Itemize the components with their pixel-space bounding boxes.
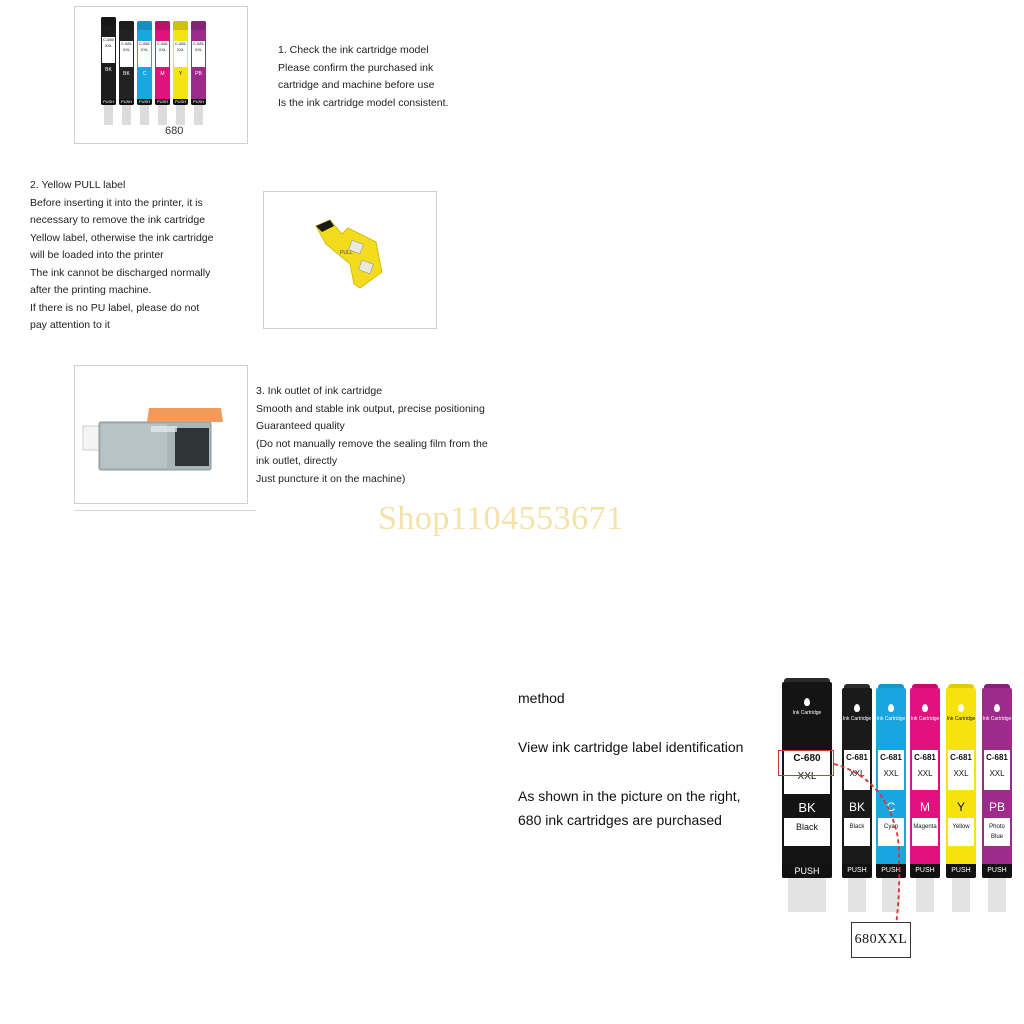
cartridge <box>876 688 906 878</box>
cartridge-tab <box>882 878 900 912</box>
yellow-pull-label-icon <box>264 192 436 328</box>
method-line: As shown in the picture on the right, <box>518 788 741 804</box>
code-label <box>878 750 904 790</box>
cartridge <box>946 688 976 878</box>
pull-label-image <box>263 191 437 329</box>
ink-cartridge-label: Ink Cartridge <box>982 716 1012 722</box>
section2-title: 2. Yellow PULL label <box>30 179 126 191</box>
cartridge-size: XXL <box>989 769 1005 778</box>
thumb-cartridge-abbr: BK <box>123 71 130 77</box>
code-label <box>948 750 974 790</box>
thumb-cartridge-cap <box>137 21 152 30</box>
thumb-cartridge-cap <box>173 21 188 30</box>
thumb-cartridge <box>119 21 134 105</box>
thumb-cartridge-push: PUSH <box>120 99 133 104</box>
cartridge-set-thumbnail <box>74 6 248 144</box>
cartridge-tab <box>848 878 866 912</box>
section3-line: ink outlet, directly <box>256 455 338 467</box>
cartridge <box>982 688 1012 878</box>
thumb-cartridge <box>137 21 152 105</box>
cartridge-name: Cyan <box>878 818 904 846</box>
cartridge-abbr: BK <box>848 800 865 814</box>
thumb-cartridge-label: C-681 XXL <box>174 41 187 67</box>
section2-line: pay attention to it <box>30 319 110 331</box>
section3-line: Guaranteed quality <box>256 420 345 432</box>
thumb-cartridge-push: PUSH <box>192 99 205 104</box>
section2-line: Before inserting it into the printer, it is <box>30 196 203 209</box>
ink-drop-icon <box>804 698 810 706</box>
model-caption-box <box>851 922 911 958</box>
cartridge-name: Yellow <box>948 818 974 846</box>
thumb-cartridge-push: PUSH <box>138 99 151 104</box>
section2-text <box>30 177 213 335</box>
push-label: PUSH <box>946 864 976 878</box>
section2-line: The ink cannot be discharged normally <box>30 266 211 279</box>
cartridge <box>842 688 872 878</box>
thumb-cartridge-tab <box>104 105 113 125</box>
push-label: PUSH <box>782 864 832 878</box>
shop-watermark: Shop1104553671 <box>378 500 624 537</box>
thumb-cartridge-push: PUSH <box>102 99 115 104</box>
section2-line: after the printing machine. <box>30 284 152 296</box>
ink-drop-icon <box>958 704 964 712</box>
section2-line: necessary to remove the ink cartridge <box>30 214 206 226</box>
cartridge-tab <box>916 878 934 912</box>
cartridge-code: C-680 <box>793 753 821 764</box>
cartridge-abbr: BK <box>798 800 816 815</box>
ink-cartridge-label: Ink Cartridge <box>792 710 822 716</box>
cartridge-size: XXL <box>797 771 817 782</box>
cartridge-tab <box>788 878 826 912</box>
cartridge-side-icon <box>75 366 247 503</box>
thumb-cartridge-cap <box>191 21 206 30</box>
thumb-cartridge-label: C-680 XXL <box>102 37 115 63</box>
model-caption: 680XXL <box>854 932 908 947</box>
section3-title: 3. Ink outlet of ink cartridge <box>256 385 383 397</box>
thumb-cartridge-abbr: BK <box>105 67 112 73</box>
ink-drop-icon <box>888 704 894 712</box>
cartridge-size: XXL <box>953 769 969 778</box>
thumb-cartridge-tab <box>140 105 149 125</box>
thumb-cartridge-tab <box>158 105 167 125</box>
ink-drop-icon <box>854 704 860 712</box>
cartridge-tab <box>952 878 970 912</box>
cartridge <box>782 682 832 878</box>
thumb-cartridge-label: C-681 XXL <box>138 41 151 67</box>
section1-line: Please confirm the purchased ink <box>278 61 434 74</box>
thumb-cartridge-label: C-681 XXL <box>120 41 133 67</box>
cartridge-size: XXL <box>849 769 865 778</box>
cartridge-abbr: Y <box>956 800 965 814</box>
section2-line: Yellow label, otherwise the ink cartridge <box>30 231 214 244</box>
cartridge-size: XXL <box>883 769 899 778</box>
cartridge-code: C-681 <box>914 753 936 762</box>
divider <box>74 510 256 511</box>
cartridge-name: Magenta <box>912 818 938 846</box>
ink-drop-icon <box>994 704 1000 712</box>
section1-text <box>278 42 448 112</box>
section2-line: If there is no PU label, please do not <box>30 301 200 314</box>
thumb-cartridge-cap <box>155 21 170 30</box>
code-label <box>984 750 1010 790</box>
cartridge-tab <box>988 878 1006 912</box>
cartridge-size: XXL <box>917 769 933 778</box>
cartridge-code: C-681 <box>986 753 1008 762</box>
ink-cartridge-label: Ink Cartridge <box>946 716 976 722</box>
cartridge-abbr: M <box>920 800 930 814</box>
thumb-cartridge-label: C-681 XXL <box>156 41 169 67</box>
code-label <box>912 750 938 790</box>
thumb-cartridge-tab <box>194 105 203 125</box>
thumb-cartridge <box>155 21 170 105</box>
cartridge-code: C-681 <box>950 753 972 762</box>
thumb-cartridge-cap <box>101 17 116 26</box>
thumb-cartridge-abbr: Y <box>178 71 183 77</box>
push-label: PUSH <box>982 864 1012 878</box>
cartridge-abbr: PB <box>988 800 1005 814</box>
svg-text:PULL: PULL <box>340 250 353 256</box>
ink-drop-icon <box>922 704 928 712</box>
thumb-cartridge <box>191 21 206 105</box>
ink-cartridge-label: Ink Cartridge <box>842 716 872 722</box>
cartridge-row <box>101 17 211 127</box>
thumb-cartridge <box>101 17 116 105</box>
section1-title: 1. Check the ink cartridge model <box>278 44 429 56</box>
section3-line: Just puncture it on the machine) <box>256 472 406 485</box>
ink-cartridge-label: Ink Cartridge <box>910 716 940 722</box>
section1-line: cartridge and machine before use <box>278 79 435 91</box>
thumb-cartridge <box>173 21 188 105</box>
method-line: View ink cartridge label identification <box>518 739 744 755</box>
section3-line: (Do not manually remove the sealing film from the <box>256 437 488 450</box>
section2-line: will be loaded into the printer <box>30 249 164 261</box>
cartridge-name: Black <box>784 818 830 846</box>
thumb-cartridge-abbr: PB <box>195 71 202 77</box>
thumbnail-caption: 680 <box>165 125 184 137</box>
cartridge-code: C-681 <box>846 753 868 762</box>
thumb-cartridge-push: PUSH <box>174 99 187 104</box>
ink-outlet-image <box>74 365 248 504</box>
code-label <box>844 750 870 790</box>
section3-line: Smooth and stable ink output, precise positioning <box>256 402 485 415</box>
thumb-cartridge-push: PUSH <box>156 99 169 104</box>
cartridge-name: Photo Blue <box>984 818 1010 846</box>
push-label: PUSH <box>842 864 872 878</box>
thumb-cartridge-tab <box>122 105 131 125</box>
highlight-box <box>778 750 834 776</box>
method-heading: method <box>518 690 565 706</box>
thumb-cartridge-abbr: C <box>142 71 147 77</box>
thumb-cartridge-tab <box>176 105 185 125</box>
method-line: 680 ink cartridges are purchased <box>518 812 722 828</box>
cartridge-abbr: C <box>886 800 896 814</box>
ink-cartridge-label: Ink Cartridge <box>876 716 906 722</box>
push-label: PUSH <box>910 864 940 878</box>
cartridge-code: C-681 <box>880 753 902 762</box>
section3-text <box>256 383 488 488</box>
section1-line: Is the ink cartridge model consistent. <box>278 96 449 109</box>
thumb-cartridge-abbr: M <box>160 71 165 77</box>
thumb-cartridge-label: C-681 XXL <box>192 41 205 67</box>
push-label: PUSH <box>876 864 906 878</box>
cartridge-name: Black <box>844 818 870 846</box>
cartridge <box>910 688 940 878</box>
thumb-cartridge-cap <box>119 21 134 30</box>
